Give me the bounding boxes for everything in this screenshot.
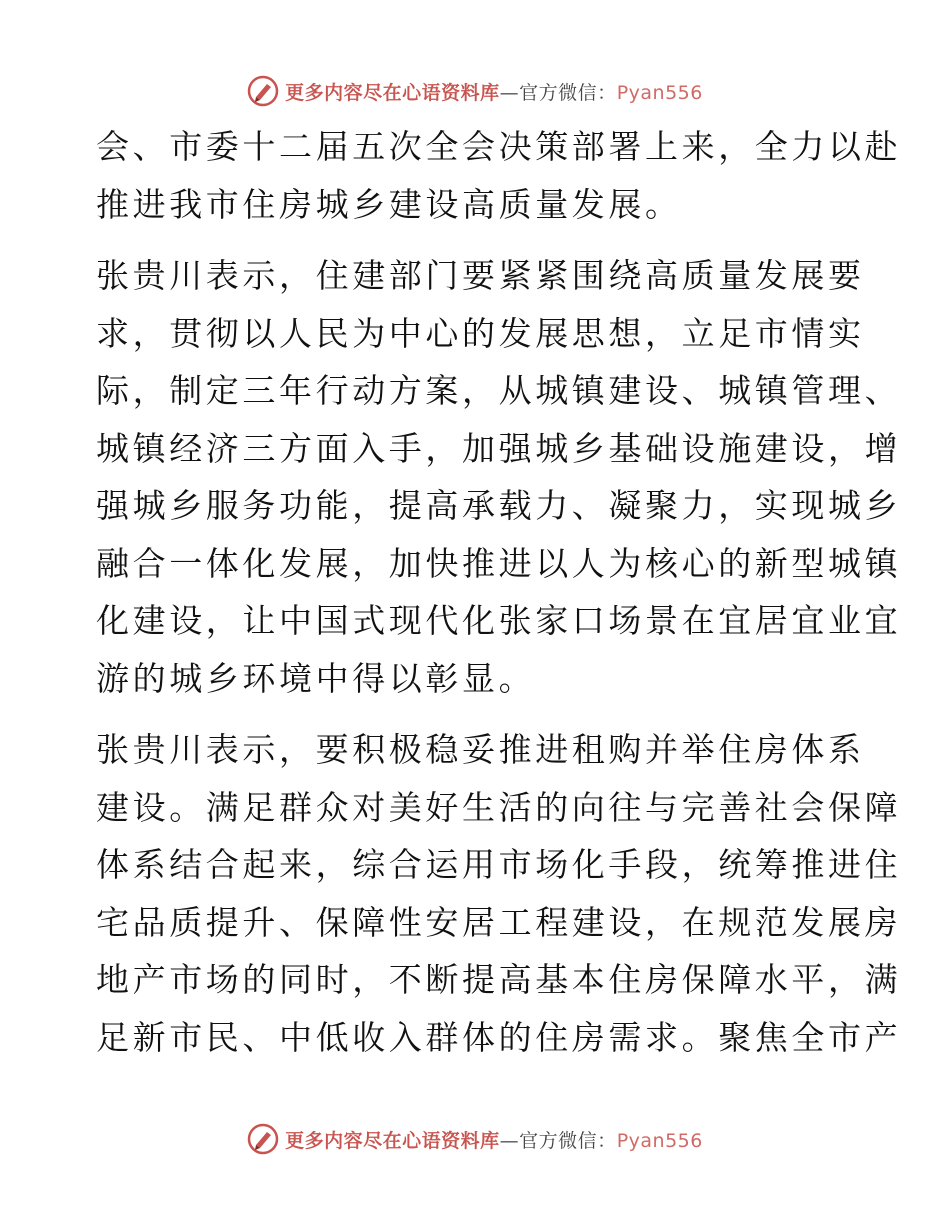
paragraph <box>96 721 902 1066</box>
text-line: 宅品质提升、保障性安居工程建设，在规范发展房 <box>96 902 902 942</box>
watermark-wechat-id: Pyan556 <box>616 81 703 104</box>
text-line: 地产市场的同时，不断提高基本住房保障水平，满 <box>96 960 902 999</box>
text-line: 求，贯彻以人民为中心的发展思想，立足市情实 <box>96 313 865 353</box>
article-body <box>96 118 902 1066</box>
text-line: 张贵川表示，要积极稳妥推进租购并举住房体系 <box>96 730 865 769</box>
text-line: 城镇经济三方面入手，加强城乡基础设施建设，增 <box>96 428 902 468</box>
watermark-separator: — <box>499 1129 520 1152</box>
text-line: 化建设，让中国式现代化张家口场景在宜居宜业宜 <box>96 601 902 640</box>
paragraph <box>96 118 902 233</box>
watermark-site-text: 更多内容尽在心语资料库 <box>285 1129 500 1152</box>
watermark-site-text: 更多内容尽在心语资料库 <box>285 81 500 104</box>
text-line: 建设。满足群众对美好生活的向往与完善社会保障 <box>96 787 902 827</box>
footer-watermark <box>0 1119 950 1159</box>
text-line: 强城乡服务功能，提高承载力、凝聚力，实现城乡 <box>96 486 902 525</box>
watermark-label: 官方微信： <box>519 81 617 104</box>
pen-logo-icon <box>247 1123 279 1155</box>
header-watermark <box>0 71 950 111</box>
text-line: 推进我市住房城乡建设高质量发展。 <box>96 184 682 224</box>
text-line: 际，制定三年行动方案，从城镇建设、城镇管理、 <box>96 371 902 410</box>
pen-logo-icon <box>247 75 279 107</box>
text-line: 游的城乡环境中得以彰显。 <box>96 658 536 698</box>
watermark-label: 官方微信： <box>519 1129 617 1152</box>
paragraph <box>96 247 902 707</box>
text-line: 体系结合起来，综合运用市场化手段，统筹推进住 <box>96 845 902 884</box>
text-line: 张贵川表示，住建部门要紧紧围绕高质量发展要 <box>96 256 865 295</box>
watermark-separator: — <box>499 81 520 104</box>
watermark-text <box>285 78 703 105</box>
watermark-text <box>285 1126 703 1153</box>
watermark-wechat-id: Pyan556 <box>616 1129 703 1152</box>
text-line: 足新市民、中低收入群体的住房需求。聚焦全市产 <box>96 1017 902 1057</box>
text-line: 会、市委十二届五次全会决策部署上来，全力以赴 <box>96 127 902 166</box>
text-line: 融合一体化发展，加快推进以人为核心的新型城镇 <box>96 543 902 583</box>
